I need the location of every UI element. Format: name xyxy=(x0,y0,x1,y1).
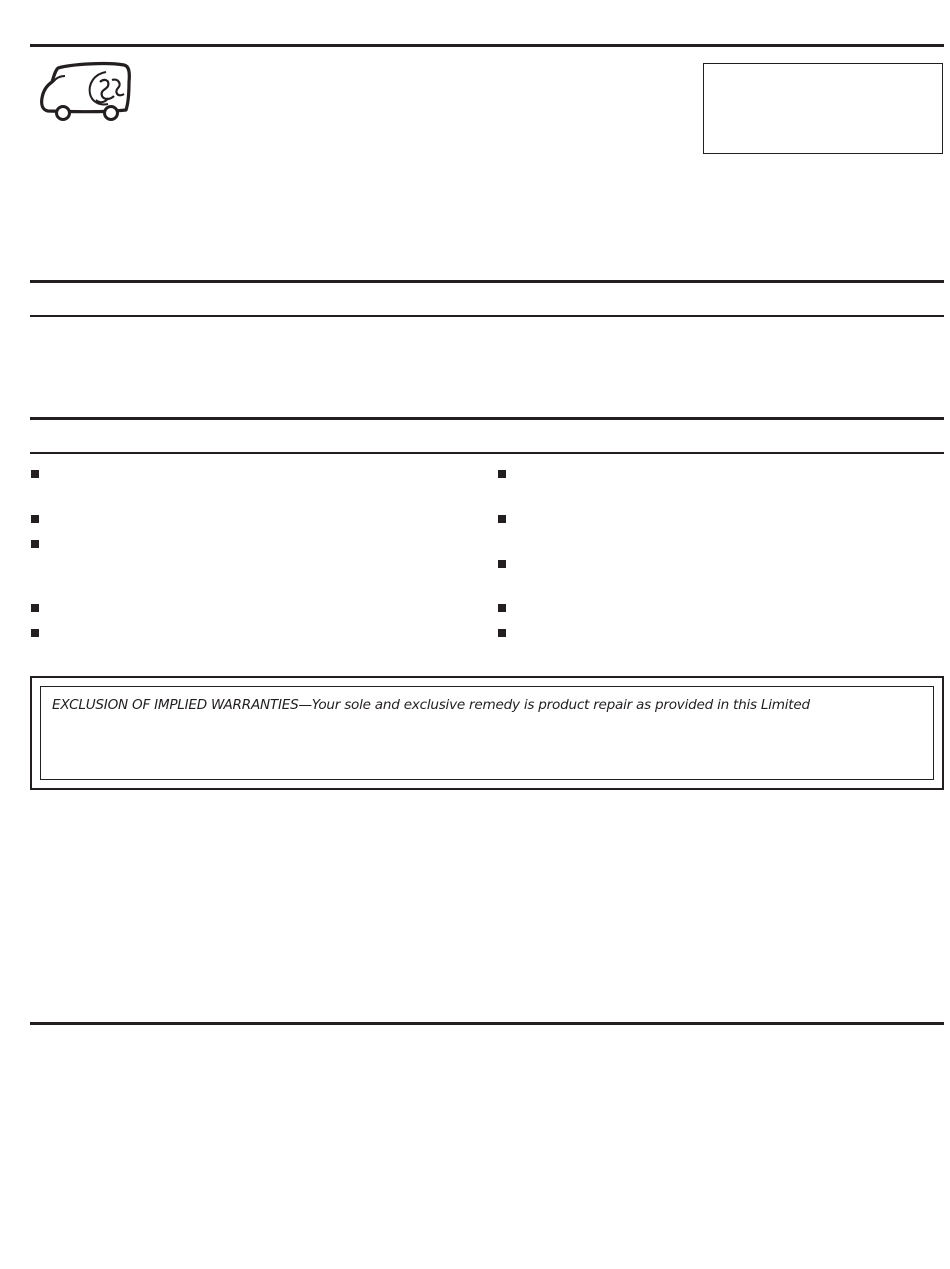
list-item-bullet xyxy=(498,515,506,523)
implied-warranty-inner-box xyxy=(40,686,934,780)
implied-warranty-text: EXCLUSION OF IMPLIED WARRANTIES—Your sole and exclusive remedy is product repair as provided in this Limited xyxy=(52,697,810,713)
list-item-bullet xyxy=(31,629,39,637)
list-item-bullet xyxy=(498,629,506,637)
list-item-bullet xyxy=(31,515,39,523)
ge-service-van-icon xyxy=(38,60,132,122)
exclusions-header-bottom-rule xyxy=(30,452,944,454)
list-item-bullet xyxy=(498,604,506,612)
list-item-bullet xyxy=(31,470,39,478)
list-item-bullet xyxy=(498,470,506,478)
section-header-top-rule xyxy=(30,280,944,283)
exclusions-header-top-rule xyxy=(30,417,944,420)
staple-receipt-box xyxy=(703,63,943,154)
bottom-rule xyxy=(30,1022,944,1025)
list-item-bullet xyxy=(31,540,39,548)
section-header-bottom-rule xyxy=(30,315,944,317)
list-item-bullet xyxy=(31,604,39,612)
list-item-bullet xyxy=(498,560,506,568)
implied-warranty-box xyxy=(30,676,944,790)
top-rule xyxy=(30,44,944,47)
